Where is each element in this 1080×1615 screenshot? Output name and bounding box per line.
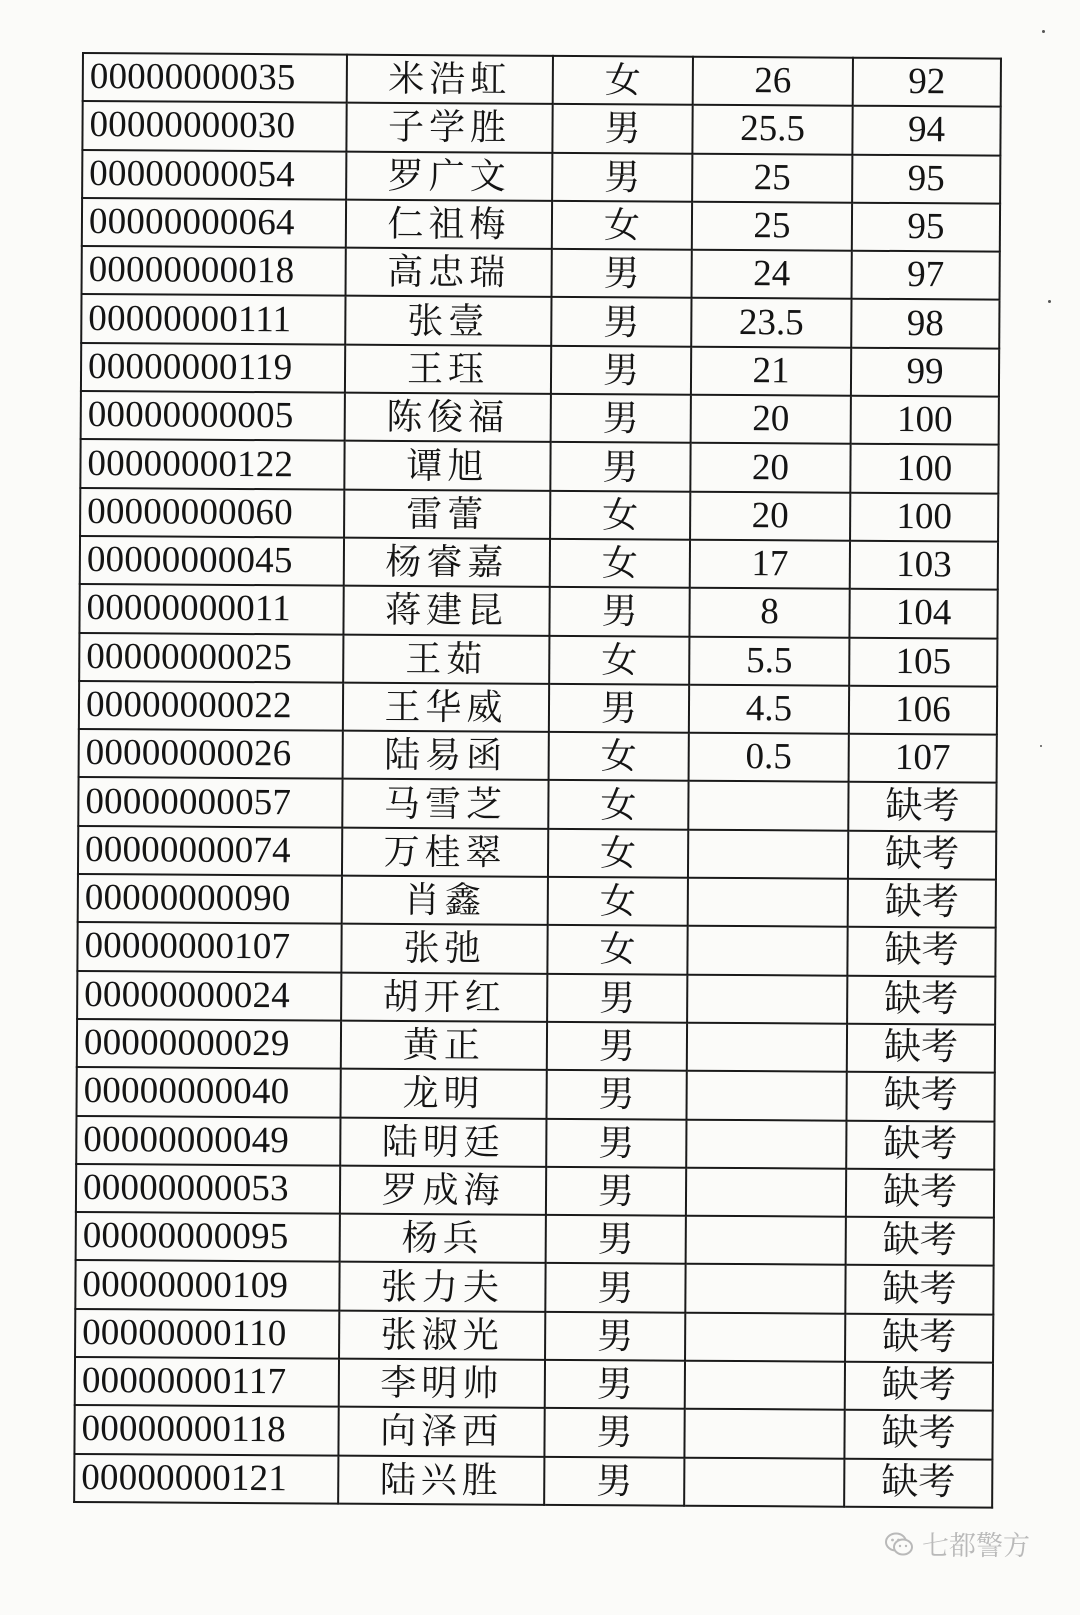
cell-gender: 女 (548, 829, 688, 878)
cell-exam-id: 00000000025 (79, 633, 343, 683)
cell-exam-id: 00000000024 (77, 971, 341, 1021)
cell-rank: 100 (851, 396, 999, 445)
table-row (79, 729, 997, 783)
table-row (80, 439, 998, 493)
cell-score: 25 (692, 153, 852, 202)
cell-gender: 男 (551, 346, 691, 395)
cell-name: 张力夫 (339, 1262, 545, 1312)
cell-exam-id: 00000000022 (79, 681, 343, 731)
table-row (80, 536, 998, 590)
cell-name: 蒋建昆 (343, 586, 549, 636)
cell-name: 王华威 (343, 682, 549, 732)
table-row (81, 343, 999, 397)
cell-gender: 男 (552, 249, 692, 298)
cell-rank: 103 (850, 541, 998, 590)
cell-rank: 104 (849, 589, 997, 638)
cell-score: 25.5 (692, 105, 852, 154)
cell-rank: 缺考 (844, 1410, 992, 1459)
cell-score (688, 878, 848, 927)
cell-exam-id: 00000000121 (74, 1454, 338, 1504)
table-row (74, 1454, 992, 1508)
cell-rank: 100 (850, 444, 998, 493)
cell-name: 罗广文 (346, 151, 552, 201)
cell-name: 胡开红 (341, 972, 547, 1022)
cell-gender: 男 (546, 1070, 686, 1119)
cell-gender: 男 (551, 297, 691, 346)
wechat-icon (884, 1531, 914, 1557)
cell-name: 向泽西 (338, 1407, 544, 1457)
cell-exam-id: 00000000118 (74, 1405, 338, 1455)
cell-score: 25 (692, 202, 852, 251)
cell-name: 王茹 (343, 634, 549, 684)
cell-score: 5.5 (689, 636, 849, 685)
table-row (75, 1260, 993, 1314)
cell-exam-id: 00000000107 (77, 922, 341, 972)
watermark-text: 七都警方 (922, 1531, 1030, 1562)
cell-score: 20 (690, 443, 850, 492)
cell-rank: 缺考 (846, 1169, 994, 1218)
cell-rank: 缺考 (847, 975, 995, 1024)
cell-rank: 缺考 (848, 782, 996, 831)
cell-name: 万桂翠 (342, 827, 548, 877)
cell-name: 王珏 (345, 344, 551, 394)
cell-rank: 94 (852, 106, 1000, 155)
table-row (79, 584, 997, 638)
cell-exam-id: 00000000109 (75, 1260, 339, 1310)
cell-gender: 男 (546, 1167, 686, 1216)
cell-score: 0.5 (689, 733, 849, 782)
cell-gender: 女 (547, 925, 687, 974)
table-row (75, 1309, 993, 1363)
cell-exam-id: 00000000040 (77, 1067, 341, 1117)
cell-name: 陆兴胜 (338, 1455, 544, 1505)
cell-name: 高忠瑞 (346, 248, 552, 298)
cell-rank: 98 (851, 299, 999, 348)
table-row (76, 1212, 994, 1266)
cell-name: 罗成海 (340, 1165, 546, 1215)
scan-speck (1040, 745, 1042, 747)
cell-gender: 女 (550, 491, 690, 540)
cell-gender: 男 (546, 1215, 686, 1264)
cell-score (685, 1312, 845, 1361)
cell-name: 陆易函 (343, 731, 549, 781)
table-row (77, 1067, 995, 1121)
cell-exam-id: 00000000111 (81, 294, 345, 344)
watermark (884, 1524, 1030, 1563)
cell-score: 21 (691, 347, 851, 396)
cell-exam-id: 00000000053 (76, 1164, 340, 1214)
cell-score: 20 (691, 395, 851, 444)
cell-score (687, 974, 847, 1023)
table-row (79, 633, 997, 687)
cell-rank: 106 (849, 686, 997, 735)
cell-name: 马雪芝 (342, 779, 548, 829)
cell-name: 李明帅 (339, 1359, 545, 1409)
cell-gender: 男 (544, 1408, 684, 1457)
cell-score (685, 1264, 845, 1313)
cell-exam-id: 00000000011 (79, 584, 343, 634)
table-row (78, 874, 996, 928)
cell-score (688, 781, 848, 830)
cell-gender: 男 (549, 684, 689, 733)
cell-rank: 107 (849, 734, 997, 783)
cell-name: 子学胜 (346, 103, 552, 153)
cell-rank: 缺考 (846, 1072, 994, 1121)
cell-score (686, 1071, 846, 1120)
cell-rank: 100 (850, 492, 998, 541)
cell-score: 4.5 (689, 685, 849, 734)
cell-score: 24 (692, 250, 852, 299)
cell-name: 肖鑫 (342, 876, 548, 926)
cell-exam-id: 00000000110 (75, 1309, 339, 1359)
table-row (76, 1116, 994, 1170)
scan-speck (1042, 30, 1045, 33)
cell-rank: 缺考 (848, 830, 996, 879)
cell-name: 张壹 (345, 296, 551, 346)
cell-gender: 男 (545, 1312, 685, 1361)
cell-gender: 女 (550, 539, 690, 588)
cell-exam-id: 00000000122 (80, 439, 344, 489)
cell-score: 26 (693, 57, 853, 106)
table-row (77, 922, 995, 976)
cell-gender: 男 (544, 1456, 684, 1505)
cell-gender: 男 (547, 1022, 687, 1071)
cell-name: 黄正 (341, 1021, 547, 1071)
cell-rank: 缺考 (846, 1217, 994, 1266)
cell-exam-id: 00000000057 (78, 777, 342, 827)
cell-gender: 男 (547, 974, 687, 1023)
cell-rank: 缺考 (846, 1120, 994, 1169)
scan-speck (1048, 300, 1051, 303)
cell-gender: 男 (545, 1360, 685, 1409)
cell-rank: 缺考 (845, 1313, 993, 1362)
cell-name: 杨兵 (340, 1214, 546, 1264)
cell-exam-id: 00000000035 (83, 53, 347, 103)
table-row (81, 294, 999, 348)
cell-gender: 男 (552, 152, 692, 201)
table-row (83, 53, 1001, 107)
cell-gender: 女 (552, 201, 692, 250)
cell-exam-id: 00000000005 (81, 391, 345, 441)
table-row (78, 777, 996, 831)
cell-exam-id: 00000000060 (80, 488, 344, 538)
cell-score (684, 1409, 844, 1458)
cell-name: 雷蕾 (344, 489, 550, 539)
cell-rank: 95 (852, 154, 1000, 203)
cell-name: 米浩虹 (347, 55, 553, 105)
cell-rank: 缺考 (845, 1362, 993, 1411)
cell-rank: 105 (849, 637, 997, 686)
cell-rank: 缺考 (845, 1265, 993, 1314)
cell-rank: 97 (852, 251, 1000, 300)
table-row (75, 1357, 993, 1411)
table-row (82, 101, 1000, 155)
cell-rank: 缺考 (847, 1024, 995, 1073)
cell-name: 杨睿嘉 (344, 538, 550, 588)
table-row (82, 198, 1000, 252)
cell-rank: 95 (852, 203, 1000, 252)
table-row (77, 971, 995, 1025)
table-row (80, 488, 998, 542)
cell-exam-id: 00000000095 (76, 1212, 340, 1262)
cell-score: 20 (690, 491, 850, 540)
cell-name: 谭旭 (344, 441, 550, 491)
cell-exam-id: 00000000074 (78, 826, 342, 876)
cell-exam-id: 00000000029 (77, 1019, 341, 1069)
table-row (77, 1019, 995, 1073)
results-table-body (74, 53, 1001, 1507)
cell-name: 龙明 (340, 1069, 546, 1119)
cell-score (686, 1168, 846, 1217)
cell-name: 张弛 (341, 924, 547, 974)
cell-name: 陈俊福 (345, 393, 551, 443)
cell-gender: 女 (549, 635, 689, 684)
cell-score (684, 1457, 844, 1506)
cell-exam-id: 00000000030 (82, 101, 346, 151)
cell-score: 8 (689, 588, 849, 637)
cell-gender: 男 (549, 587, 689, 636)
cell-exam-id: 00000000026 (79, 729, 343, 779)
score-sheet (73, 52, 1000, 1508)
cell-exam-id: 00000000054 (82, 150, 346, 200)
cell-rank: 92 (853, 58, 1001, 107)
cell-gender: 男 (550, 442, 690, 491)
table-row (82, 150, 1000, 204)
cell-exam-id: 00000000045 (80, 536, 344, 586)
cell-rank: 缺考 (847, 927, 995, 976)
table-row (81, 391, 999, 445)
cell-exam-id: 00000000018 (82, 246, 346, 296)
cell-score (685, 1361, 845, 1410)
cell-rank: 缺考 (844, 1458, 992, 1507)
table-row (74, 1405, 992, 1459)
cell-score (688, 829, 848, 878)
cell-gender: 男 (551, 394, 691, 443)
table-row (78, 826, 996, 880)
cell-score (686, 1119, 846, 1168)
cell-name: 张淑光 (339, 1310, 545, 1360)
cell-name: 仁祖梅 (346, 200, 552, 250)
cell-gender: 男 (545, 1263, 685, 1312)
cell-gender: 女 (549, 732, 689, 781)
cell-score: 23.5 (691, 298, 851, 347)
cell-exam-id: 00000000049 (76, 1116, 340, 1166)
cell-gender: 女 (553, 56, 693, 105)
cell-name: 陆明廷 (340, 1117, 546, 1167)
cell-exam-id: 00000000117 (75, 1357, 339, 1407)
cell-gender: 男 (552, 104, 692, 153)
cell-score: 17 (690, 540, 850, 589)
cell-score (686, 1216, 846, 1265)
cell-score (687, 926, 847, 975)
cell-exam-id: 00000000090 (78, 874, 342, 924)
cell-gender: 男 (546, 1118, 686, 1167)
cell-gender: 女 (548, 780, 688, 829)
cell-score (687, 1023, 847, 1072)
cell-rank: 缺考 (848, 879, 996, 928)
table-row (82, 246, 1000, 300)
table-row (79, 681, 997, 735)
cell-exam-id: 00000000064 (82, 198, 346, 248)
cell-rank: 99 (851, 347, 999, 396)
results-table (73, 52, 1002, 1508)
cell-exam-id: 00000000119 (81, 343, 345, 393)
cell-gender: 女 (548, 877, 688, 926)
table-row (76, 1164, 994, 1218)
